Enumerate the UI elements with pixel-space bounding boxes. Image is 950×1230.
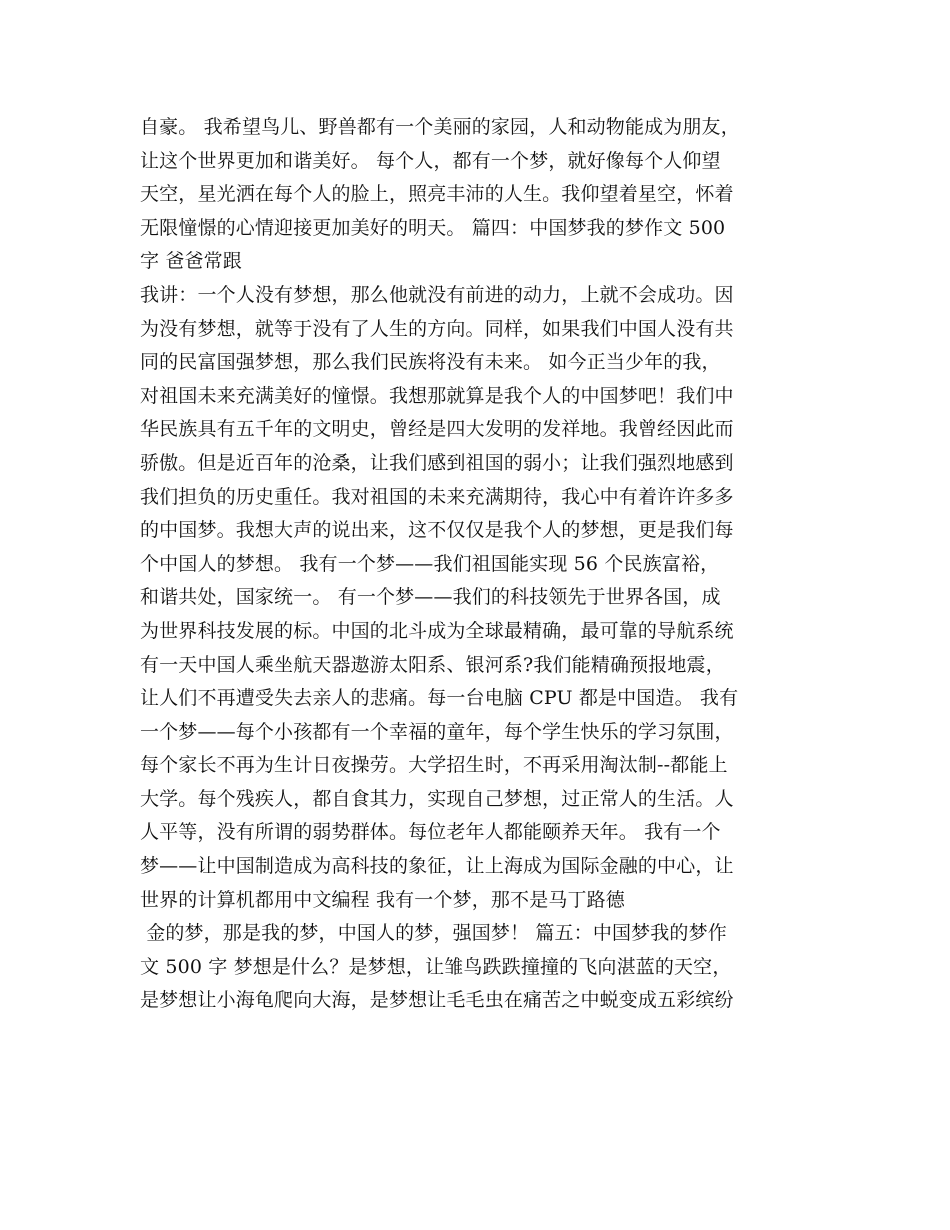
text-line: 有一天中国人乘坐航天器遨游太阳系、银河系?我们能精确预报地震， xyxy=(140,653,725,676)
text-line: 大学。每个残疾人，都自食其力，实现自己梦想，过正常人的生活。人 xyxy=(140,787,734,810)
text-line: 让人们不再遭受失去亲人的悲痛。每一台电脑 CPU 都是中国造。 我有 xyxy=(140,687,739,710)
text-line: 个中国人的梦想。 我有一个梦——我们祖国能实现 56 个民族富裕， xyxy=(140,552,720,575)
body-text xyxy=(140,111,820,1018)
text-line: 一个梦——每个小孩都有一个幸福的童年，每个学生快乐的学习氛围， xyxy=(140,720,734,743)
text-line: 字 爸爸常跟 xyxy=(140,250,242,273)
text-line: 人平等，没有所谓的弱势群体。每位老年人都能颐养天年。 我有一个 xyxy=(140,821,721,844)
text-line: 华民族具有五千年的文明史，曾经是四大发明的发祥地。我曾经因此而 xyxy=(140,418,734,441)
text-line: 我们担负的历史重任。我对祖国的未来充满期待，我心中有着许许多多 xyxy=(140,485,734,508)
text-line: 的中国梦。我想大声的说出来，这不仅仅是我个人的梦想，更是我们每 xyxy=(140,519,734,542)
text-line: 梦——让中国制造成为高科技的象征，让上海成为国际金融的中心，让 xyxy=(140,855,734,878)
text-line: 为世界科技发展的标。中国的北斗成为全球最精确，最可靠的导航系统 xyxy=(140,619,734,642)
text-line: 文 500 字 梦想是什么？是梦想，让雏鸟跌跌撞撞的飞向湛蓝的天空， xyxy=(140,955,732,978)
text-line: 为没有梦想，就等于没有了人生的方向。同样，如果我们中国人没有共 xyxy=(140,317,734,340)
text-line: 对祖国未来充满美好的憧憬。我想那就算是我个人的中国梦吧！我们中 xyxy=(140,384,734,407)
text-line: 同的民富国强梦想，那么我们民族将没有未来。 如今正当少年的我， xyxy=(140,351,721,374)
text-line: 让这个世界更加和谐美好。 每个人，都有一个梦，就好像每个人仰望 xyxy=(140,149,721,172)
text-line: 每个家长不再为生计日夜操劳。大学招生时，不再采用淘汰制--都能上 xyxy=(140,754,728,777)
text-line: 世界的计算机都用中文编程 我有一个梦，那不是马丁路德 xyxy=(140,888,625,911)
text-line: 我讲：一个人没有梦想，那么他就没有前进的动力，上就不会成功。因 xyxy=(140,283,734,306)
text-line: 自豪。 我希望鸟儿、野兽都有一个美丽的家园，人和动物能成为朋友， xyxy=(140,116,740,138)
text-line: 无限憧憬的心情迎接更加美好的明天。 篇四：中国梦我的梦作文 500 xyxy=(140,216,726,239)
text-line: 是梦想让小海龟爬向大海，是梦想让毛毛虫在痛苦之中蜕变成五彩缤纷 xyxy=(140,989,734,1012)
text-line: 天空，星光洒在每个人的脸上，照亮丰沛的人生。我仰望着星空，怀着 xyxy=(140,183,734,206)
text-line: 金的梦，那是我的梦，中国人的梦，强国梦！ 篇五：中国梦我的梦作 xyxy=(140,922,727,945)
text-line: 骄傲。但是近百年的沧桑，让我们感到祖国的弱小；让我们强烈地感到 xyxy=(140,451,734,474)
text-line: 和谐共处，国家统一。 有一个梦——我们的科技领先于世界各国，成 xyxy=(140,586,721,609)
